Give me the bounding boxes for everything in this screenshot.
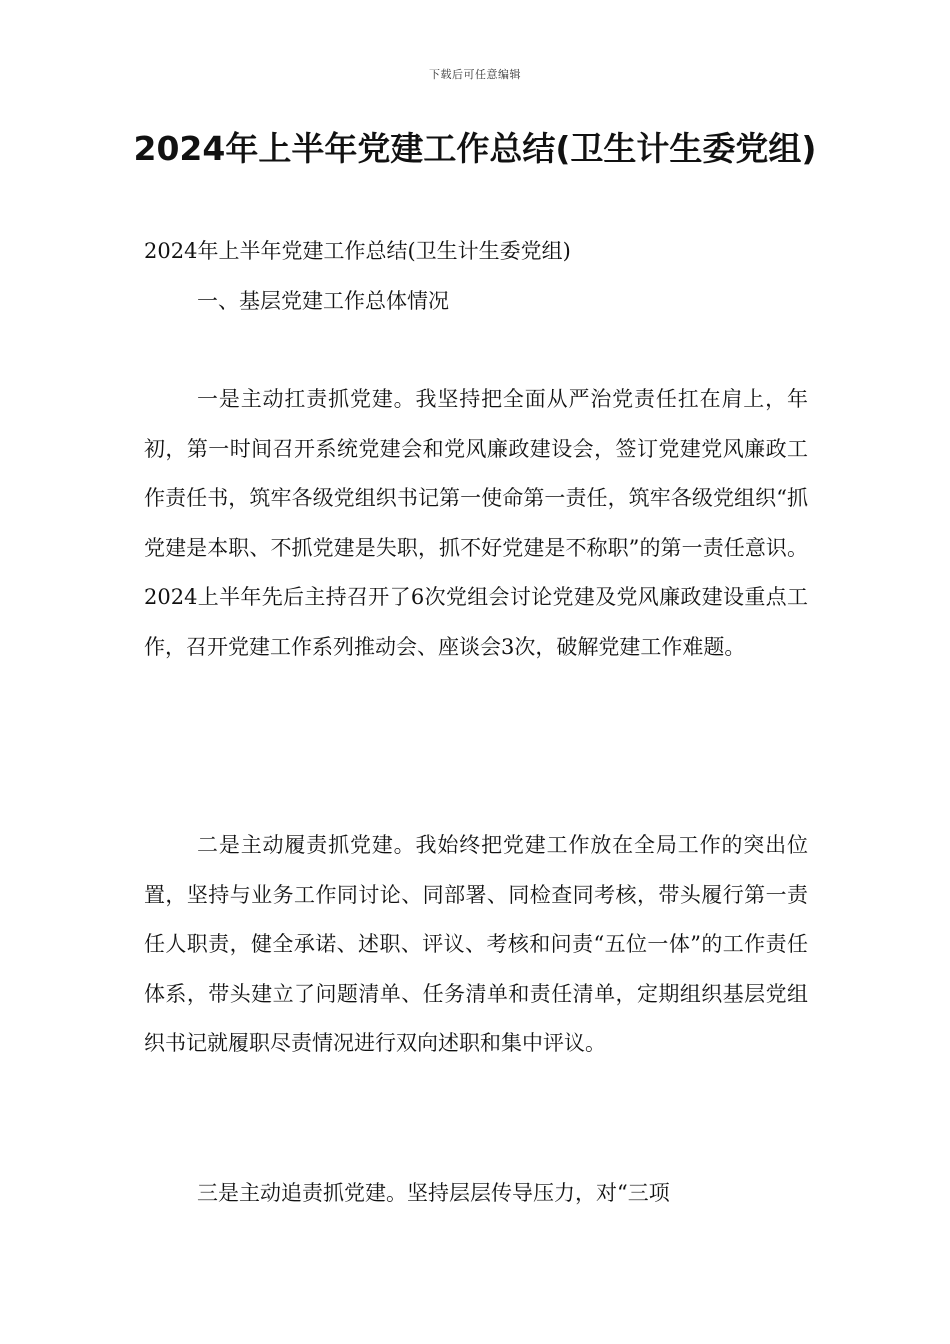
paragraph-2: 二是主动履责抓党建。我始终把党建工作放在全局工作的突出位置，坚持与业务工作同讨论、同部署、同检查同考核，带头履行第一责任人职责，健全承诺、述职、评议、考核和问责“五位一体”的工作责任体系，带头建立了问题清单、任务清单和责任清单，定期组织基层党组织书记就履职尽责情况进行双向述职和集中评议。 [144, 833, 808, 1055]
section-heading: 一、基层党建工作总体情况 [197, 289, 449, 313]
paragraph-3: 三是主动追责抓党建。坚持层层传导压力，对“三项 [197, 1181, 670, 1205]
document-title: 2024年上半年党建工作总结(卫生计生委党组) [133, 129, 817, 168]
paragraph-1: 一是主动扛责抓党建。我坚持把全面从严治党责任扛在肩上，年初，第一时间召开系统党建会和党风廉政建设会，签订党建党风廉政工作责任书，筑牢各级党组织书记第一使命第一责任，筑牢各级党组织“抓党建是本职、不抓党建是失职，抓不好党建是不称职”的第一责任意识。2024上半年先后主持召开了6次党组会讨论党建及党风廉政建设重点工作，召开党建工作系列推动会、座谈会3次，破解党建工作难题。 [144, 387, 808, 659]
document-subtitle: 2024年上半年党建工作总结(卫生计生委党组) [144, 239, 571, 263]
header-note: 下载后可任意编辑 [429, 68, 521, 81]
